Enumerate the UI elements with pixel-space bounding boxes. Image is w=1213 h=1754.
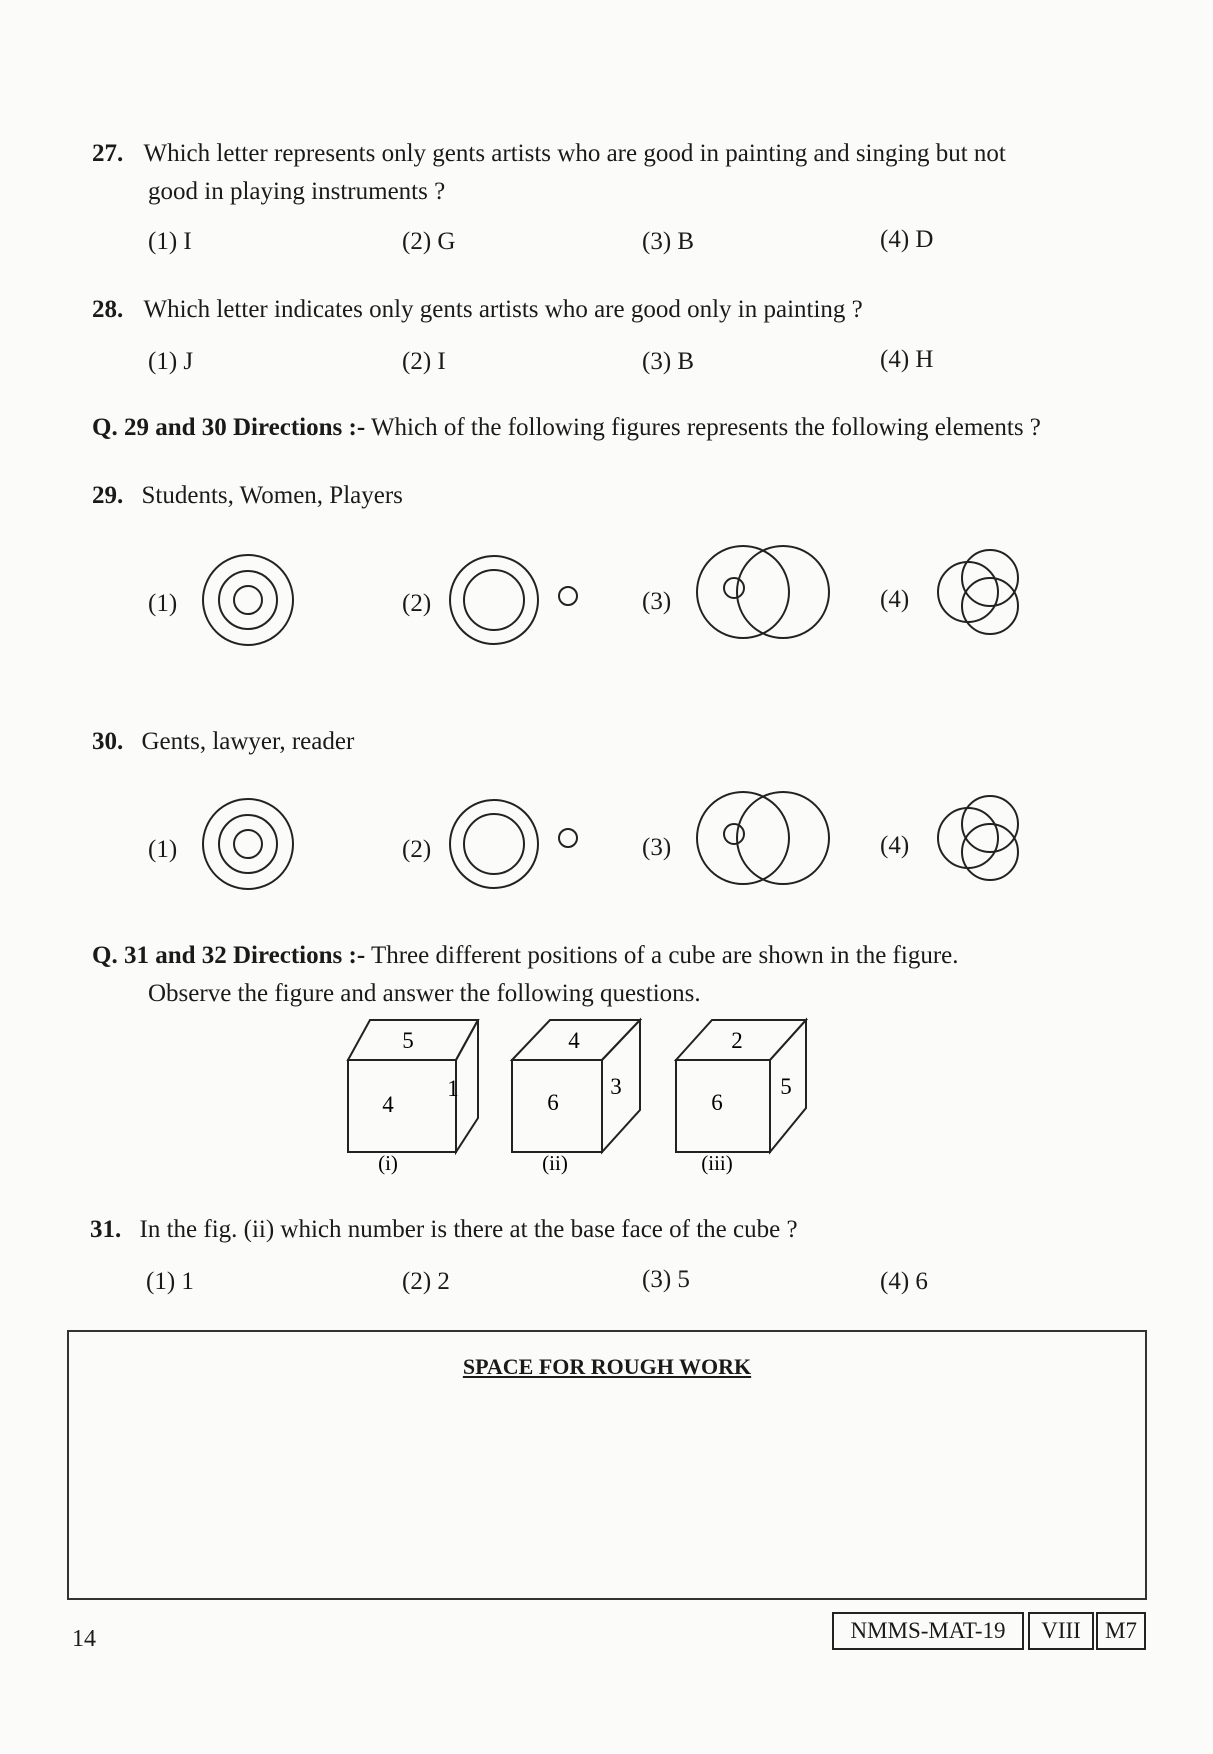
venn-concentric-three-figure[interactable] <box>200 552 300 652</box>
cube-i-top-face: 5 <box>402 1028 414 1053</box>
question-28 <box>92 290 863 330</box>
page-number: 14 <box>72 1626 96 1652</box>
option-2[interactable]: (2) <box>402 836 432 863</box>
option-4[interactable]: (4) 6 <box>880 1268 928 1295</box>
option-2[interactable]: (2) 2 <box>402 1268 450 1295</box>
option-1[interactable]: (1) <box>148 836 178 863</box>
cube-i-caption: (i) <box>378 1151 398 1175</box>
cube-ii-caption: (ii) <box>542 1151 568 1175</box>
question-text: Which letter represents only gents artists who are good in painting and singing but not <box>143 140 1006 167</box>
cube-figures <box>340 1016 820 1176</box>
directions-label: Q. 31 and 32 Directions :- <box>92 942 366 969</box>
option-4[interactable]: (4) H <box>880 346 934 373</box>
directions-label: Q. 29 and 30 Directions :- <box>92 414 366 441</box>
option-1[interactable]: (1) J <box>148 348 194 375</box>
rough-work-box[interactable] <box>67 1330 1147 1600</box>
option-3[interactable]: (3) B <box>642 348 695 375</box>
question-number: 27. <box>92 140 124 167</box>
directions-31-32 <box>92 942 959 970</box>
question-number: 31. <box>90 1216 122 1243</box>
option-4[interactable]: (4) <box>880 832 910 859</box>
cube-ii-side-face: 3 <box>610 1074 622 1099</box>
cube-iii-caption: (iii) <box>701 1151 733 1175</box>
question-29 <box>92 476 403 516</box>
venn-two-overlap-small-figure[interactable] <box>688 788 838 898</box>
paper-code: NMMS-MAT-19 <box>832 1612 1024 1650</box>
option-4[interactable]: (4) <box>880 586 910 613</box>
option-3[interactable]: (3) <box>642 588 672 615</box>
cube-iii <box>676 1020 806 1175</box>
option-1[interactable]: (1) <box>148 590 178 617</box>
question-text: Which letter indicates only gents artists who are good only in painting ? <box>143 296 863 323</box>
class-code: VIII <box>1028 1612 1094 1650</box>
rough-work-title: SPACE FOR ROUGH WORK <box>462 1354 752 1379</box>
question-text: In the fig. (ii) which number is there at the base face of the cube ? <box>139 1216 798 1243</box>
venn-concentric-two-plus-separate-figure[interactable] <box>446 796 596 896</box>
cube-i-front-face: 4 <box>382 1092 394 1117</box>
set-code: M7 <box>1096 1612 1146 1650</box>
venn-two-overlap-small-figure[interactable] <box>688 542 838 652</box>
cube-ii-front-face: 6 <box>547 1090 559 1115</box>
question-27 <box>92 134 1172 174</box>
cube-i <box>348 1020 478 1175</box>
cube-iii-side-face: 5 <box>780 1074 792 1099</box>
cube-i-side-face: 1 <box>447 1076 459 1101</box>
option-4[interactable]: (4) D <box>880 226 934 253</box>
option-2[interactable]: (2) G <box>402 228 456 255</box>
option-1[interactable]: (1) 1 <box>146 1268 194 1295</box>
question-31 <box>90 1210 798 1250</box>
option-3[interactable]: (3) B <box>642 228 695 255</box>
cube-iii-front-face: 6 <box>711 1090 723 1115</box>
option-2[interactable]: (2) I <box>402 348 446 375</box>
directions-29-30 <box>92 414 1041 442</box>
option-2[interactable]: (2) <box>402 590 432 617</box>
venn-concentric-two-plus-separate-figure[interactable] <box>446 552 596 652</box>
directions-31-32-line2: Observe the figure and answer the following questions. <box>148 980 701 1007</box>
question-text: Students, Women, Players <box>141 482 403 509</box>
question-30 <box>92 722 354 762</box>
directions-text: Which of the following figures represents the following elements ? <box>365 414 1041 441</box>
option-1[interactable]: (1) I <box>148 228 192 255</box>
question-27-line2: good in playing instruments ? <box>148 178 446 205</box>
directions-text: Three different positions of a cube are shown in the figure. <box>365 942 959 969</box>
option-3[interactable]: (3) <box>642 834 672 861</box>
question-number: 28. <box>92 296 124 323</box>
cube-ii <box>512 1020 640 1175</box>
venn-concentric-three-figure[interactable] <box>200 796 300 896</box>
question-number: 30. <box>92 728 124 755</box>
venn-three-overlap-figure[interactable] <box>926 790 1026 890</box>
option-3[interactable]: (3) 5 <box>642 1266 690 1293</box>
venn-three-overlap-figure[interactable] <box>926 544 1026 644</box>
cube-ii-top-face: 4 <box>568 1028 580 1053</box>
question-text: Gents, lawyer, reader <box>141 728 355 755</box>
cube-iii-top-face: 2 <box>731 1028 743 1053</box>
question-number: 29. <box>92 482 124 509</box>
